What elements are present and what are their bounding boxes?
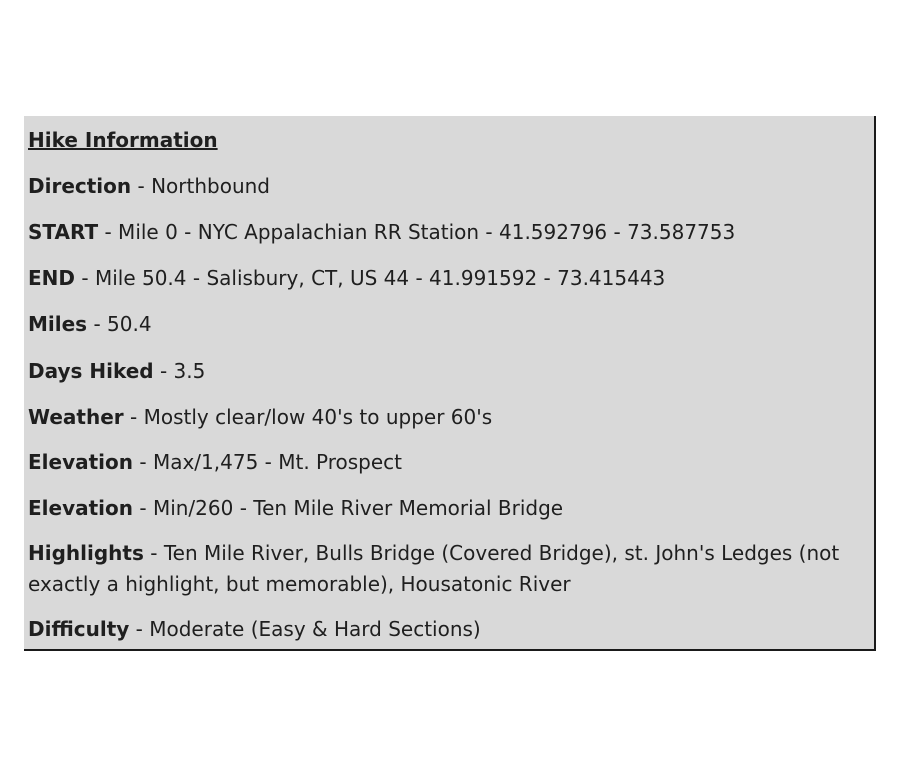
row-label: Elevation [28,496,134,520]
row-value: - 3.5 [153,359,206,383]
row-value: - Mile 50.4 - Salisbury, CT, US 44 - 41.991592 - 73.415443 [75,266,666,290]
row-start [28,217,735,248]
row-label: Highlights [28,541,144,565]
row-label: Weather [28,405,124,429]
row-label: Days Hiked [28,359,154,383]
row-value: - Min/260 - Ten Mile River Memorial Bridge [133,496,564,520]
row-value: - Mostly clear/low 40's to upper 60's [123,405,493,429]
row-direction [28,171,270,202]
row-days-hiked [28,356,205,387]
row-value: - Northbound [131,174,270,198]
row-value: - Moderate (Easy & Hard Sections) [129,617,481,641]
row-label: Difficulty [28,617,130,641]
row-difficulty [28,614,481,645]
row-value: - Ten Mile River, Bulls Bridge (Covered Bridge), st. John's Ledges (not exactly a highlight, but memorable), Housatonic River [28,541,840,596]
row-value: - Max/1,475 - Mt. Prospect [133,450,403,474]
panel-title: Hike Information [28,128,218,152]
row-value: - 50.4 [87,312,152,336]
row-end [28,263,665,294]
row-label: START [28,220,99,244]
row-label: Elevation [28,450,134,474]
row-elevation-max [28,447,402,478]
row-label: END [28,266,76,290]
row-miles [28,309,152,340]
row-weather [28,402,492,433]
row-label: Miles [28,312,88,336]
row-value: - Mile 0 - NYC Appalachian RR Station - 41.592796 - 73.587753 [98,220,736,244]
row-elevation-min [28,493,563,524]
hike-information-panel [24,116,876,651]
row-label: Direction [28,174,132,198]
row-highlights [28,538,876,600]
